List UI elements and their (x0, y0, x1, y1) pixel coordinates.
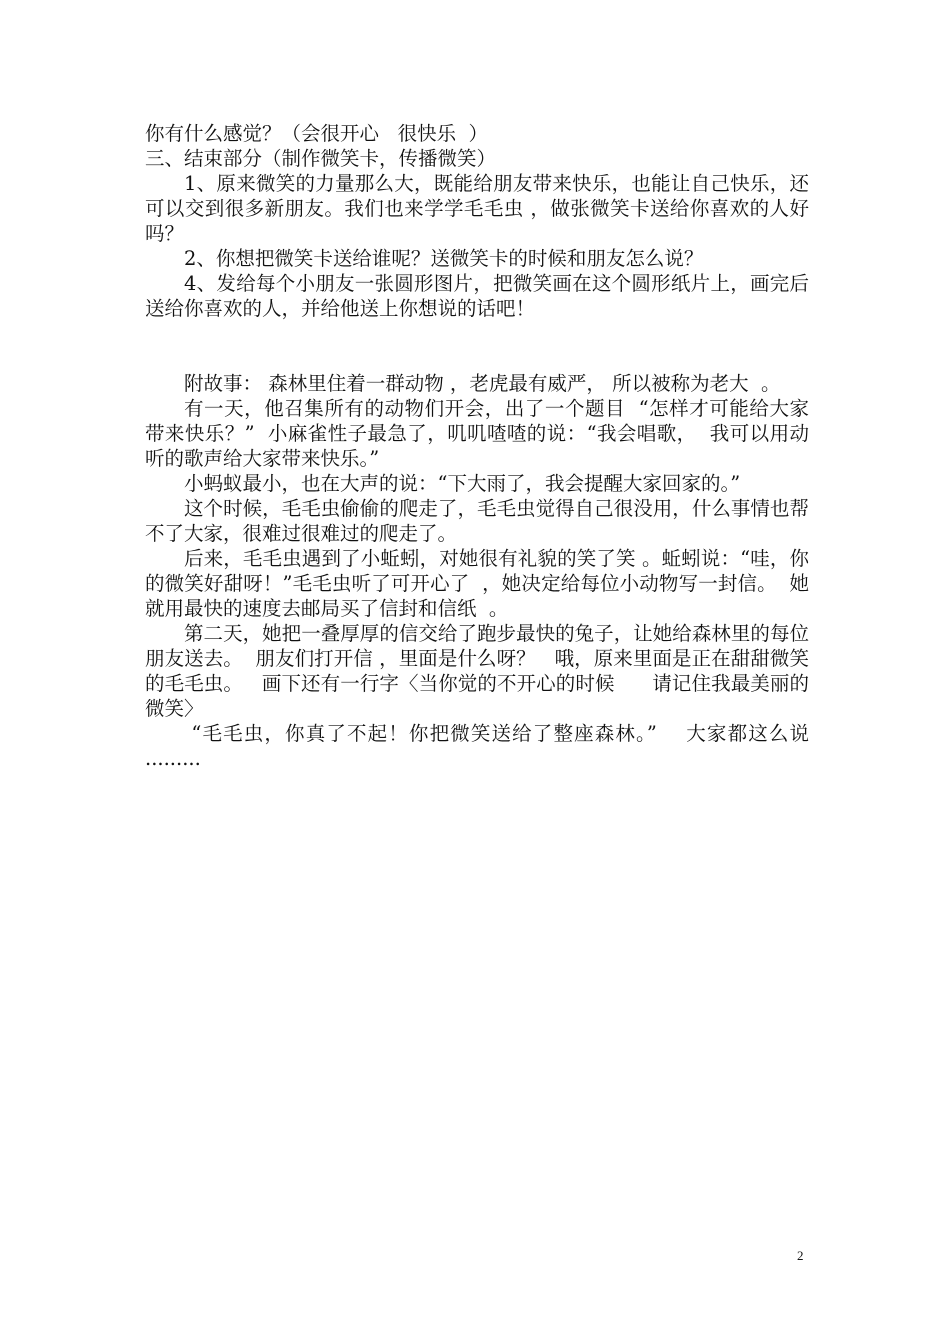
paragraph-item-1: 1、原来微笑的力量那么大，既能给朋友带来快乐，也能让自己快乐，还可以交到很多新朋友。我们也来学学毛毛虫 ，做张微笑卡送给你喜欢的人好吗？ (145, 172, 809, 245)
story-paragraph: 小蚂蚁最小，也在大声的说：“下大雨了，我会提醒大家回家的。” (184, 472, 741, 495)
paragraph-item-4: 4、发给每个小朋友一张圆形图片，把微笑画在这个圆形纸片上，画完后送给你喜欢的人，并给他送上你想说的话吧！ (145, 272, 809, 320)
story-paragraph: 第二天，她把一叠厚厚的信交给了跑步最快的兔子，让她给森林里的每位朋友送去。 朋友们打开信 ，里面是什么呀？ 哦，原来里面是正在甜甜微笑的毛毛虫。 画下还有一行字〈当你觉的不开心的时候 请记住我最美丽的微笑〉 (145, 622, 809, 720)
paragraph-item-2: 2、你想把微笑卡送给谁呢？送微笑卡的时候和朋友怎么说？ (184, 247, 704, 270)
story-intro: 附故事： 森林里住着一群动物 ，老虎最有威严， 所以被称为老大 。 (184, 372, 781, 395)
section-heading-ending: 三、结束部分（制作微笑卡，传播微笑） (145, 147, 497, 170)
page-number: 2 (797, 1248, 804, 1263)
story-paragraph: 后来，毛毛虫遇到了小蚯蚓，对她很有礼貌的笑了笑 。蚯蚓说：“哇，你的微笑好甜呀！”毛毛虫听了可开心了 ，她决定给每位小动物写一封信。 她就用最快的速度去邮局买了信封和信纸 。 (145, 547, 809, 620)
story-ending: “毛毛虫，你真了不起！你把微笑送给了整座森林。” 大家都这么说 ......... (145, 722, 841, 770)
section-spacer (145, 321, 809, 371)
page-content (145, 121, 841, 771)
story-paragraph: 这个时候，毛毛虫偷偷的爬走了，毛毛虫觉得自己很没用，什么事情也帮不了大家，很难过很难过的爬走了。 (145, 497, 809, 545)
story-paragraph: 有一天，他召集所有的动物们开会，出了一个题目 “怎样才可能给大家带来快乐？” 小麻雀性子最急了，叽叽喳喳的说：“我会唱歌， 我可以用动听的歌声给大家带来快乐。” (145, 397, 809, 470)
paragraph-feeling-question: 你有什么感觉？（会很开心 很快乐 ） (145, 122, 488, 145)
